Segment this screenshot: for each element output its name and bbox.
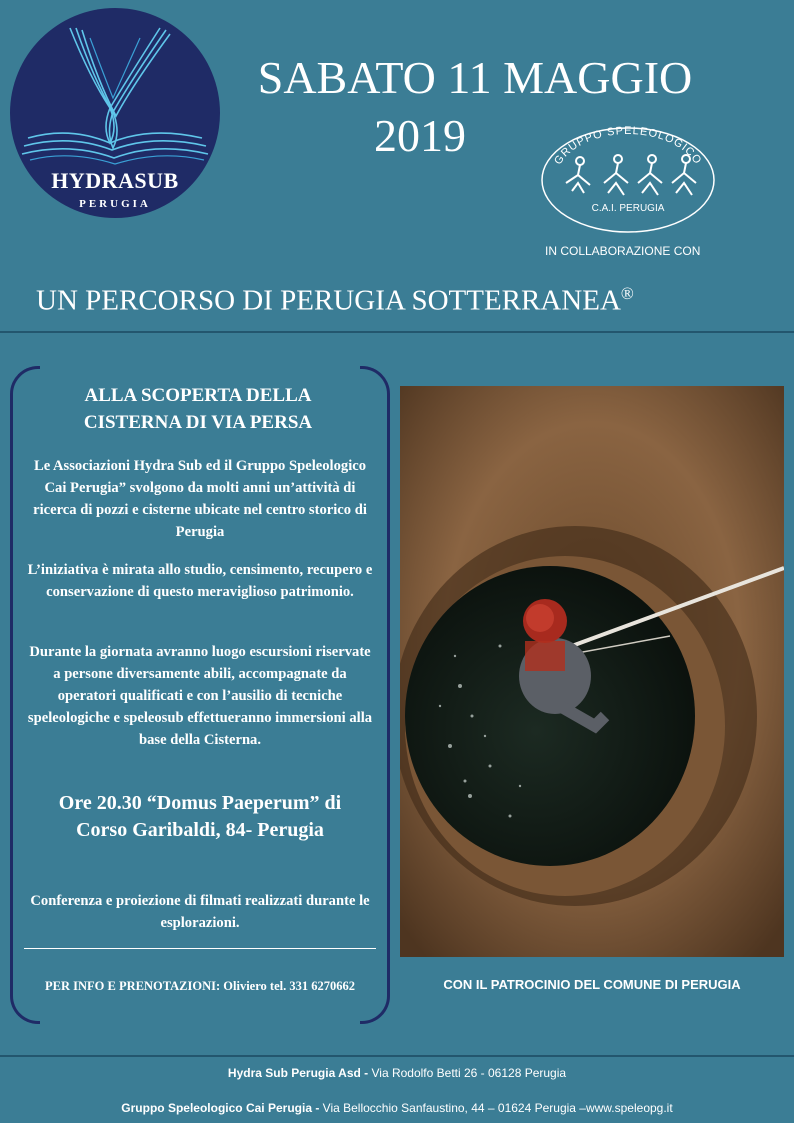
patronage-label: CON IL PATROCINIO DEL COMUNE DI PERUGIA	[443, 977, 741, 992]
info-contact: PER INFO E PRENOTAZIONI: Oliviero tel. 331 6270662	[45, 979, 355, 993]
gruppo-speleologico-logo	[538, 125, 718, 235]
speleo-logo-bottom-text: C.A.I. PERUGIA	[591, 203, 665, 214]
top-divider	[0, 331, 794, 333]
subtitle	[36, 274, 776, 321]
footer-org2-address: Via Bellocchio Sanfaustino, 44 – 01624 Perugia –www.speleopg.it	[319, 1101, 673, 1115]
footer-org1-name: Hydra Sub Perugia Asd -	[227, 1066, 369, 1080]
cavers-figures-icon	[566, 155, 696, 195]
conference-paragraph: Conferenza e proiezione di filmati realizzati durante le esplorazioni.	[30, 893, 370, 931]
event-time: Ore 20.30 “Domus Paeperum” di	[58, 792, 342, 814]
box-title-line2: CISTERNA DI VIA PERSA	[83, 412, 313, 433]
hydrasub-name: HYDRASUB	[51, 168, 179, 193]
event-time-location	[24, 790, 376, 844]
registered-mark: ®	[620, 284, 634, 303]
footer-org2-name: Gruppo Speleologico Cai Perugia -	[121, 1101, 320, 1115]
event-location: Corso Garibaldi, 84- Perugia	[76, 819, 324, 841]
speleo-logo-top-text: GRUPPO SPELEOLOGICO	[552, 125, 704, 167]
collaboration-label: IN COLLABORAZIONE CON	[545, 244, 701, 258]
hydrasub-logo	[10, 8, 220, 218]
intro-paragraph: Le Associazioni Hydra Sub ed il Gruppo Speleologico Cai Perugia” svolgono da molti anni un’attività di ricerca di pozzi e cisterne ubicate nel centro storico di Perugia	[33, 458, 367, 540]
footer-divider	[0, 1055, 794, 1057]
activities-paragraph: Durante la giornata avranno luogo escursioni riservate a persone diversamente abili, accompagnate da operatori qualificati e con l’ausilio di tecniche speleologiche e speleosub effettueranno immersioni alla base della Cisterna.	[27, 644, 373, 748]
hydrasub-city: PERUGIA	[79, 198, 151, 210]
box-divider	[24, 948, 376, 949]
initiative-paragraph: L’iniziativa è mirata allo studio, censimento, recupero e conservazione di questo meraviglioso patrimonio.	[27, 562, 373, 600]
box-title-line1: ALLA SCOPERTA DELLA	[84, 385, 312, 406]
cistern-photo	[400, 386, 784, 957]
footer-hydrasub	[0, 1066, 794, 1080]
footer-speleo	[0, 1101, 794, 1115]
box-title	[38, 382, 358, 436]
event-year: 2019	[374, 110, 466, 161]
subtitle-text: UN PERCORSO DI PERUGIA SOTTERRANEA	[36, 284, 621, 317]
footer-org1-address: Via Rodolfo Betti 26 - 06128 Perugia	[368, 1066, 567, 1080]
event-date: SABATO 11 MAGGIO	[257, 52, 693, 103]
